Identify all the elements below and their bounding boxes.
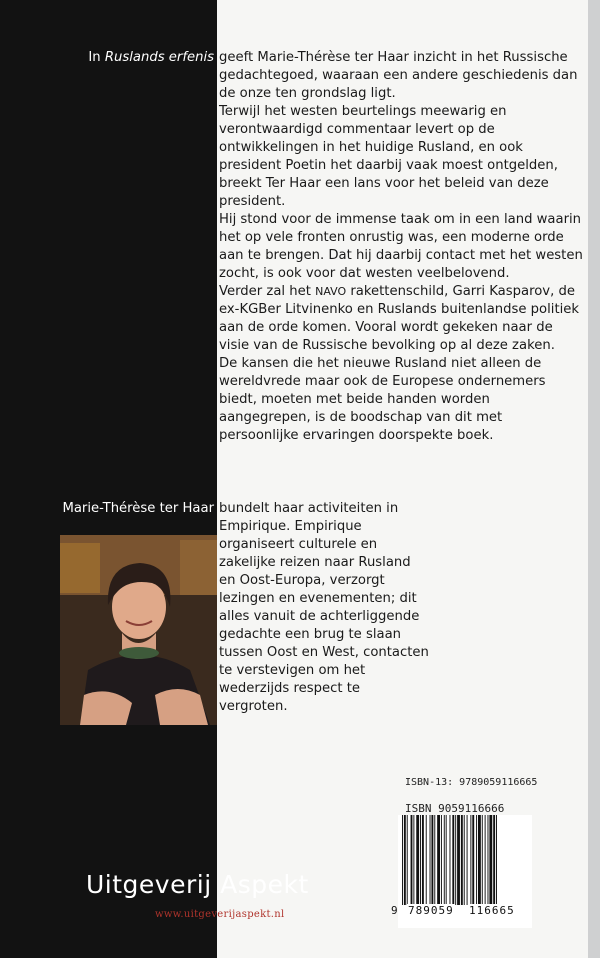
barcode-bar <box>472 815 474 905</box>
barcode-digits-group-1: 789059 <box>408 904 454 917</box>
isbn-13: ISBN-13: 9789059116665 <box>405 777 538 788</box>
lead-label-prefix: In <box>88 50 101 65</box>
barcode-bar <box>464 815 465 905</box>
blurb-paragraph-2: Terwijl het westen beurtelings meewarig en verontwaardigd commentaar levert op de ontwikkelingen in het huidige Rusland, en ook president Poetin het daarbij vaak moest ontgelden, breekt Ter Haar een lans voor het beleid van deze president. <box>219 104 558 209</box>
barcode-bar <box>431 815 433 905</box>
barcode-bar <box>407 815 408 905</box>
barcode-bar <box>482 815 483 905</box>
blurb-paragraph-5: De kansen die het nieuwe Rusland niet alleen de wereldvrede maar ook de Europese ondernemers biedt, moeten met beide handen worden aangegrepen, is de boodschap van dit met persoonlijke ervaringen doorspekte boek. <box>219 356 546 443</box>
barcode-bar <box>461 815 463 905</box>
barcode-bar <box>413 815 414 905</box>
publisher-url: www.uitgeverijaspekt.nl <box>155 909 285 920</box>
barcode-bar <box>476 815 477 905</box>
barcode-digits-group-2: 116665 <box>469 904 515 917</box>
lead-label <box>88 49 214 67</box>
blurb-p4-before: Verder zal het <box>219 284 316 299</box>
barcode-bar <box>426 815 427 905</box>
barcode-bar <box>493 815 495 905</box>
cover-edge <box>588 0 600 958</box>
author-photo <box>60 535 217 725</box>
blurb-paragraph-3: Hij stond voor de immense taak om in een land waarin het op vele fronten onrustig was, een moderne orde aan te brengen. Dat hij daarbij contact met het westen zocht, is ook voor dat westen veelbelovend. <box>219 212 583 281</box>
barcode-bar <box>416 815 419 905</box>
barcode-bar <box>434 815 435 905</box>
author-name: Marie-Thérèse ter Haar <box>62 501 214 516</box>
barcode-bar <box>420 815 421 905</box>
barcode-digit-first: 9 <box>391 904 398 917</box>
barcode-bar <box>444 815 445 905</box>
barcode-bar <box>422 815 424 905</box>
barcode-bar <box>496 815 497 905</box>
barcode-bar <box>455 815 456 905</box>
barcode-bar <box>478 815 481 905</box>
barcode-bar <box>470 815 471 905</box>
barcode-bar <box>402 815 403 905</box>
barcode-bar <box>485 815 486 905</box>
left-black-panel <box>0 0 217 958</box>
author-bio: bundelt haar activiteiten in Empirique. Empirique organiseert culturele en zakelijke reizen naar Rusland en Oost-Europa, verzorgt lezingen en evenementen; dit alles vanuit de achterliggende gedachte een brug te slaan tussen Oost en West, contacten te verstevigen om het wederzijds respect te vergroten. <box>219 501 429 714</box>
blurb-paragraph-1: geeft Marie-Thérèse ter Haar inzicht in het Russische gedachtegoed, waaraan een andere geschiedenis dan de onze ten grondslag ligt. <box>219 50 578 101</box>
barcode-bar <box>450 815 451 905</box>
barcode-bar <box>411 815 413 905</box>
blurb-p4-navo: NAVO <box>315 285 347 298</box>
barcode-bar <box>446 815 447 905</box>
isbn-10: ISBN 9059116666 <box>405 802 505 815</box>
book-title: Ruslands erfenis <box>104 50 214 65</box>
publisher-name: Uitgeverij Aspekt <box>86 870 309 899</box>
barcode-bar <box>404 815 406 905</box>
blurb-p4-after: rakettenschild, Garri Kasparov, de ex-KGBer Litvinenko en Ruslands buitenlandse politiek aan de orde komen. Vooral wordt gekeken naar de visie van de Russische bevolking op al deze zaken. <box>219 284 580 353</box>
barcode-bar <box>489 815 492 905</box>
barcode-bar <box>457 815 460 905</box>
barcode-bar <box>467 815 468 905</box>
barcode-bar <box>437 815 440 905</box>
barcode-bar <box>488 815 489 905</box>
barcode-bar <box>452 815 454 905</box>
blurb-paragraph-4 <box>219 283 584 355</box>
barcode-bar <box>441 815 442 905</box>
barcode-bar <box>430 815 431 905</box>
blurb-text <box>219 49 584 445</box>
